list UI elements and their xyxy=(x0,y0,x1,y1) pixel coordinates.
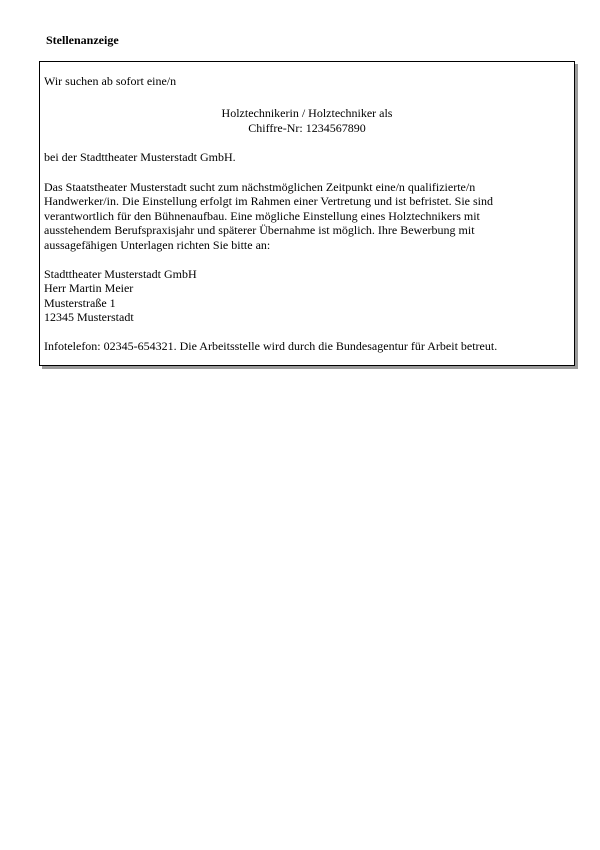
ad-intro: Wir suchen ab sofort eine/n xyxy=(44,74,177,88)
ad-employer-line: bei der Stadttheater Musterstadt GmbH. xyxy=(44,150,236,164)
address-line: Stadttheater Musterstadt GmbH xyxy=(44,267,197,281)
ad-job-title: Holztechnikerin / Holztechniker als xyxy=(221,106,393,120)
ad-description-line: Das Staatstheater Musterstadt sucht zum nächstmöglichen Zeitpunkt eine/n qualifizierte/n xyxy=(44,180,476,194)
ad-description-line: ausstehendem Berufspraxisjahr und späterer Übernahme ist möglich. Ihre Bewerbung mit xyxy=(44,223,475,237)
address-line: 12345 Musterstadt xyxy=(44,310,134,324)
address-line: Musterstraße 1 xyxy=(44,296,116,310)
ad-description-line: Handwerker/in. Die Einstellung erfolgt im Rahmen einer Vertretung und ist befristet. Sie sind xyxy=(44,194,494,208)
address-line: Herr Martin Meier xyxy=(44,281,134,295)
ad-info-line: Infotelefon: 02345-654321. Die Arbeitsstelle wird durch die Bundesagentur für Arbeit betreut. xyxy=(44,339,498,353)
ad-description-line: verantwortlich für den Bühnenaufbau. Eine mögliche Einstellung eines Holztechnikers mit xyxy=(44,209,480,223)
job-ad-box xyxy=(39,61,575,366)
ad-description-line: aussagefähigen Unterlagen richten Sie bitte an: xyxy=(44,238,271,252)
ad-cipher-number: Chiffre-Nr: 1234567890 xyxy=(248,121,366,135)
page-heading: Stellenanzeige xyxy=(46,33,119,47)
